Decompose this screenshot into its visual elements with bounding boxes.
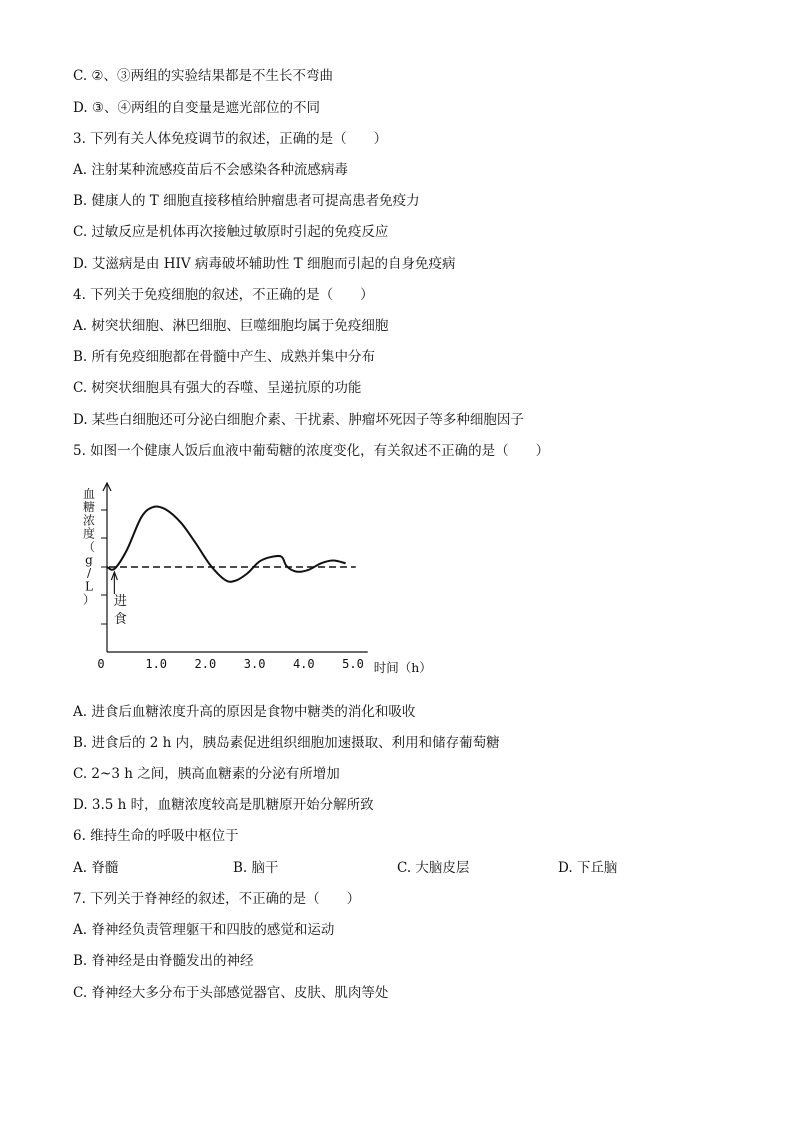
q4-option-c: C. 树突状细胞具有强大的吞噬、呈递抗原的功能 <box>73 380 362 396</box>
chart-marks <box>107 506 356 594</box>
q4-option-d: D. 某些白细胞还可分泌白细胞介素、干扰素、肿瘤坏死因子等多种细胞因子 <box>73 412 524 428</box>
y-axis-label-char: g <box>85 553 93 567</box>
x-axis-label: 时间（h） <box>373 660 432 675</box>
y-axis-label-char: 血 <box>82 487 96 501</box>
y-axis-label-char: / <box>86 566 92 581</box>
intake-annotation-char: 食 <box>113 612 127 627</box>
q4-option-b: B. 所有免疫细胞都在骨髓中产生、成熟并集中分布 <box>73 349 376 365</box>
glucose-curve-line <box>107 506 346 581</box>
y-axis-label-char: L <box>85 579 93 594</box>
x-tick-label: 3.0 <box>243 657 266 671</box>
q7-option-a: A. 脊神经负责管理躯干和四肢的感觉和运动 <box>73 922 335 938</box>
x-tick-label: 2.0 <box>194 657 217 671</box>
q3-option-a: A. 注射某种流感疫苗后不会感染各种流感病毒 <box>73 162 348 178</box>
y-axis-label-char: ） <box>82 592 96 607</box>
q3-option-c: C. 过敏反应是机体再次接触过敏原时引起的免疫反应 <box>73 224 389 240</box>
q3-option-d: D. 艾滋病是由 HIV 病毒破坏辅助性 T 细胞而引起的自身免疫病 <box>73 256 456 272</box>
q2-option-c: C. ②、③两组的实验结果都是不生长不弯曲 <box>73 68 334 84</box>
y-axis-label-char: 度 <box>82 526 96 541</box>
intake-annotation-char: 进 <box>113 594 127 609</box>
question-4-stem: 4. 下列关于免疫细胞的叙述，不正确的是（ ） <box>73 287 374 303</box>
q5-option-a: A. 进食后血糖浓度升高的原因是食物中糖类的消化和吸收 <box>73 704 416 720</box>
question-3-stem: 3. 下列有关人体免疫调节的叙述，正确的是（ ） <box>73 131 388 147</box>
question-7-stem: 7. 下列关于脊神经的叙述，不正确的是（ ） <box>73 891 361 907</box>
x-tick-label: 0 <box>97 657 105 671</box>
q6-option-a: A. 脊髓 <box>73 860 119 876</box>
question-5-stem: 5. 如图一个健康人饭后血液中葡萄糖的浓度变化，有关叙述不正确的是（ ） <box>73 443 550 459</box>
q2-option-d: D. ③、④两组的自变量是遮光部位的不同 <box>73 100 321 116</box>
q6-option-d: D. 下丘脑 <box>558 860 618 876</box>
y-axis-label-char: 糖 <box>82 500 96 515</box>
y-axis-label-char: 浓 <box>82 513 96 528</box>
q4-option-a: A. 树突状细胞、淋巴细胞、巨噬细胞均属于免疫细胞 <box>73 318 389 334</box>
q3-option-b: B. 健康人的 T 细胞直接移植给肿瘤患者可提高患者免疫力 <box>73 193 420 209</box>
y-axis-label-char: （ <box>82 539 96 554</box>
q5-option-c: C. 2~3 h 之间，胰高血糖素的分泌有所增加 <box>73 766 340 782</box>
q7-option-b: B. 脊神经是由脊髓发出的神经 <box>73 953 254 969</box>
chart-ticks <box>97 510 363 671</box>
x-tick-label: 4.0 <box>292 657 315 671</box>
q5-option-b: B. 进食后的 2 h 内，胰岛素促进组织细胞加速摄取、利用和储存葡萄糖 <box>73 735 500 751</box>
x-tick-label: 5.0 <box>342 657 364 671</box>
q7-option-c: C. 脊神经大多分布于头部感觉器官、皮肤、肌肉等处 <box>73 985 389 1001</box>
q5-option-d: D. 3.5 h 时，血糖浓度较高是肌糖原开始分解所致 <box>73 797 374 813</box>
q6-option-b: B. 脑干 <box>233 860 279 876</box>
q6-option-c: C. 大脑皮层 <box>397 860 470 876</box>
question-6-stem: 6. 维持生命的呼吸中枢位于 <box>73 828 239 844</box>
blood-glucose-chart <box>75 474 445 684</box>
x-tick-label: 1.0 <box>145 657 168 671</box>
chart-labels <box>83 487 432 675</box>
